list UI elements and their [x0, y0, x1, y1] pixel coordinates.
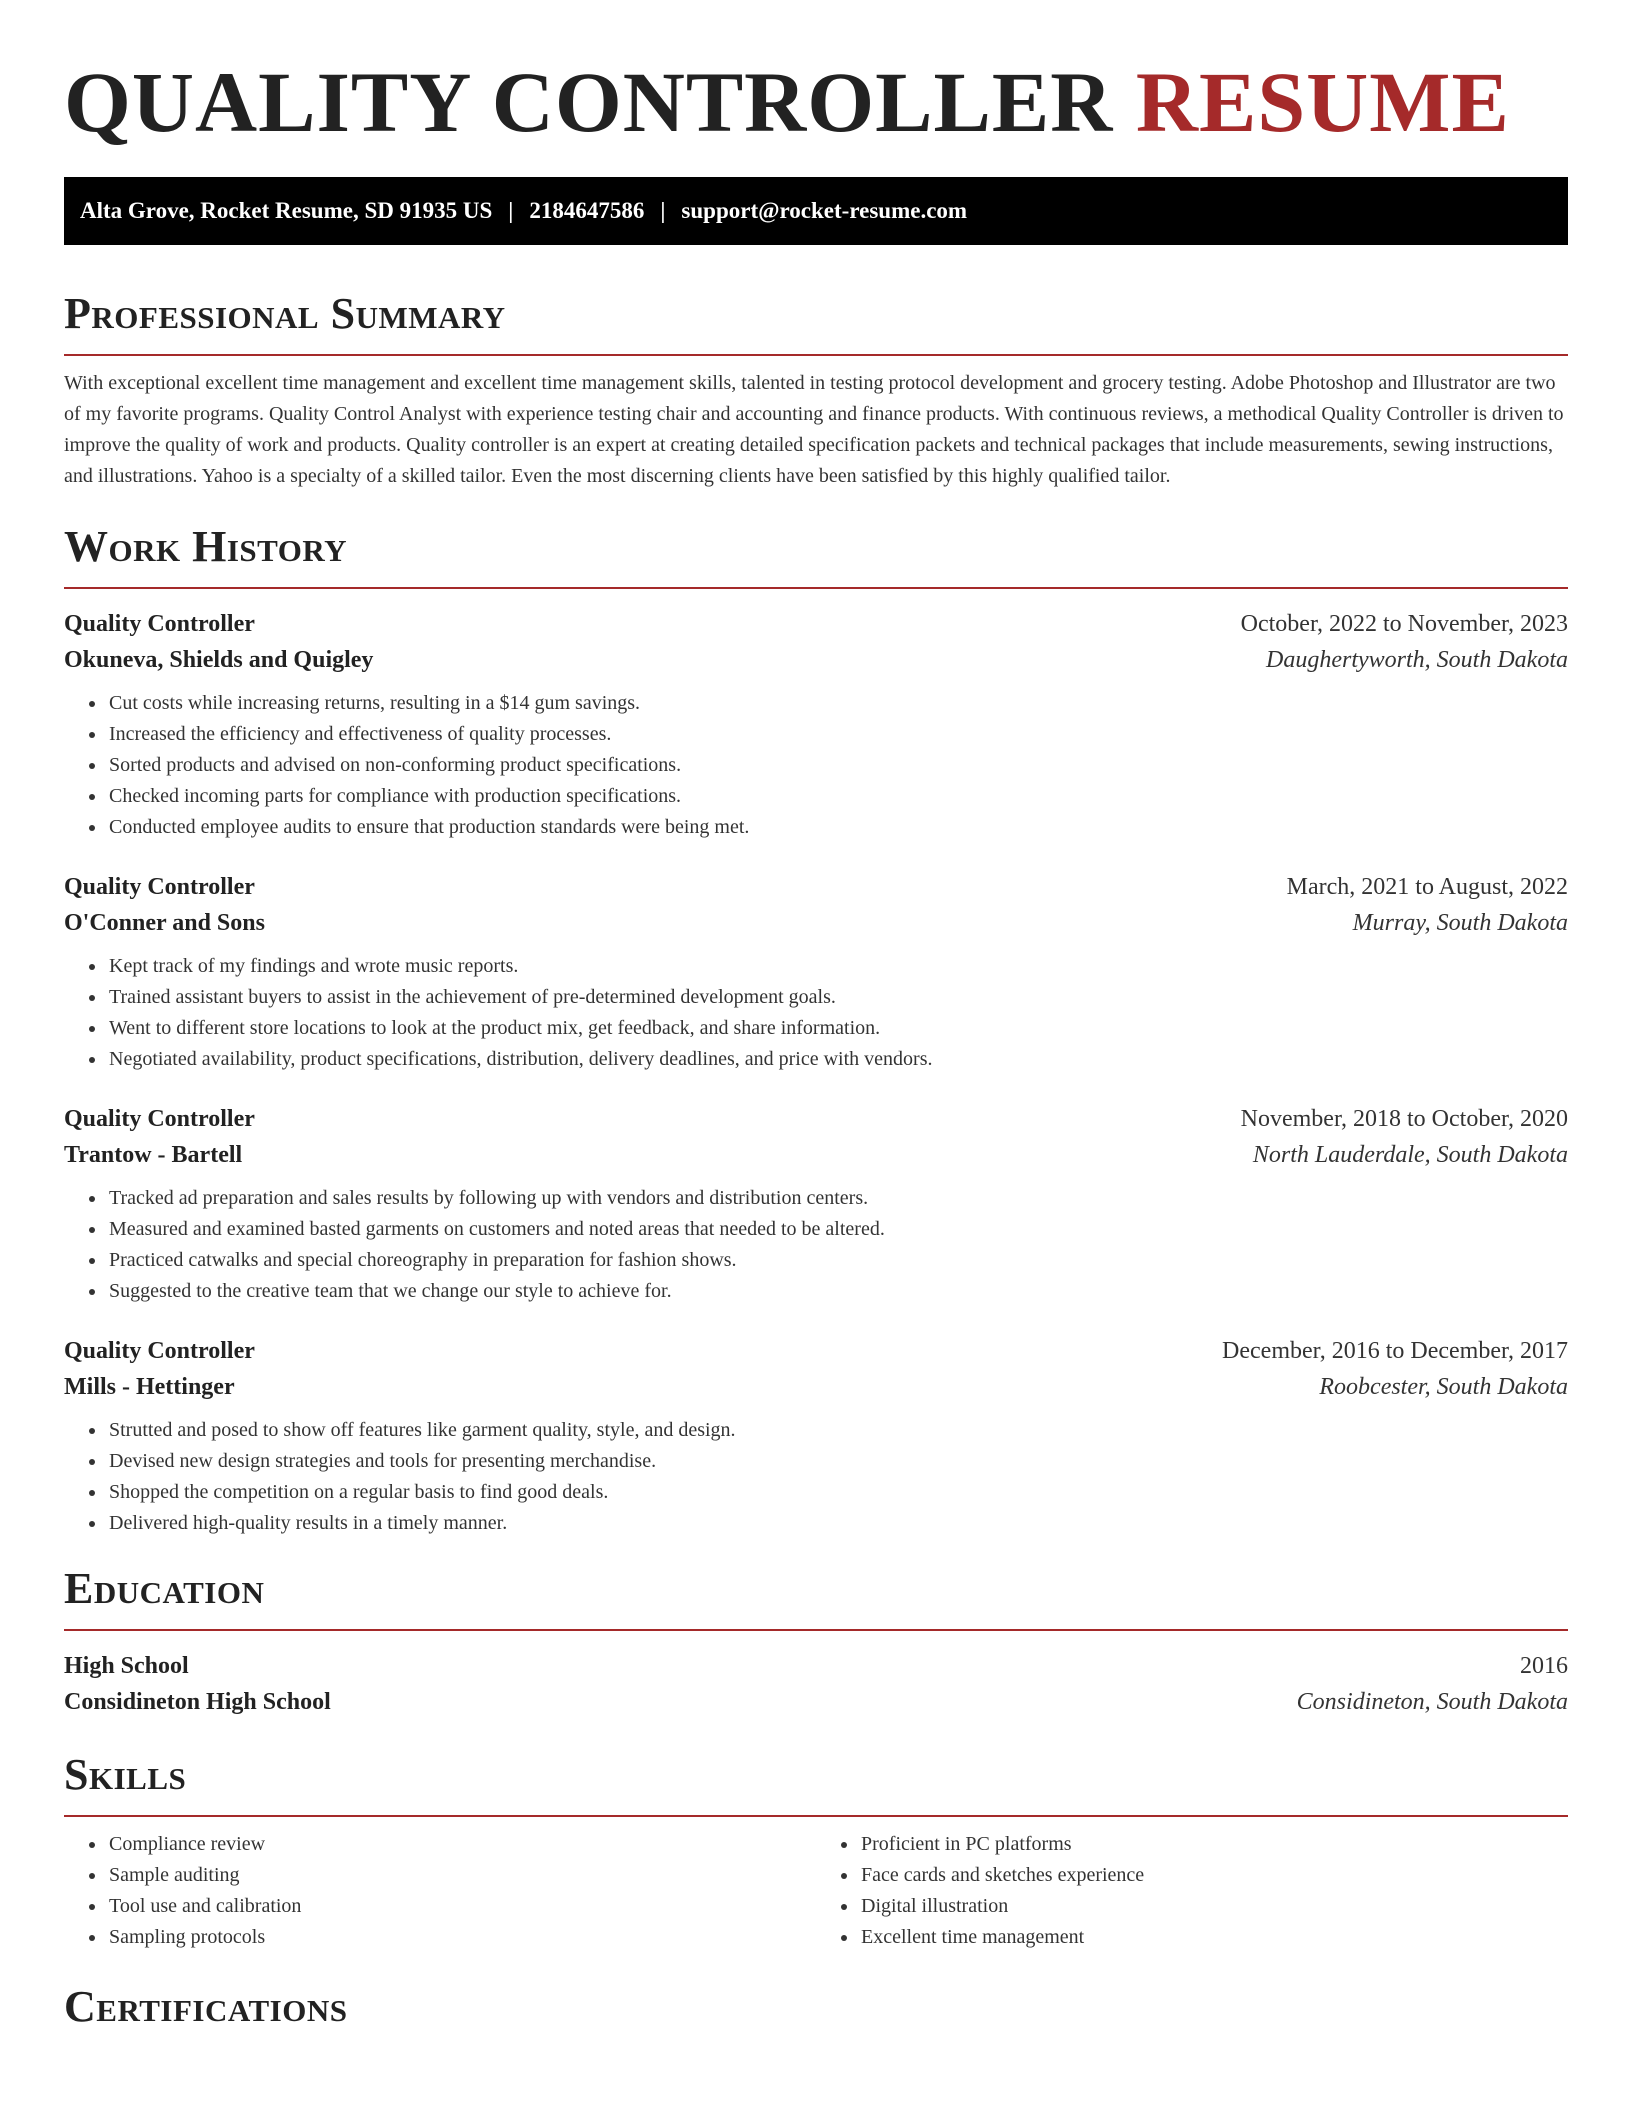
job-title: Quality Controller [64, 611, 255, 637]
section-heading-certifications: Certifications [64, 1982, 348, 2031]
section-divider [64, 1815, 1568, 1817]
skill-item: • Proficient in PC platforms [859, 1829, 1568, 1860]
job-location: Roobcester, South Dakota [1319, 1374, 1568, 1400]
job-header-row [64, 869, 1568, 905]
section-divider [64, 354, 1568, 356]
job-company-row [64, 1369, 1568, 1405]
section-heading-work-history: Work History [64, 522, 348, 571]
section-divider [64, 1629, 1568, 1631]
job-header-row [64, 606, 1568, 642]
job-company-row [64, 1137, 1568, 1173]
job-company: Okuneva, Shields and Quigley [64, 647, 374, 673]
job-bullet: • Checked incoming parts for compliance with production specifications. [107, 781, 1568, 812]
skill-item: • Digital illustration [859, 1891, 1568, 1922]
job-bullets [64, 951, 1568, 1075]
job-company-row [64, 642, 1568, 678]
job-bullet: • Shopped the competition on a regular basis to find good deals. [107, 1477, 1568, 1508]
education-school-row [64, 1684, 1568, 1720]
skills-columns [64, 1829, 1568, 1953]
skills-list-right [816, 1829, 1568, 1953]
job-entry [64, 1101, 1568, 1307]
education-year: 2016 [1520, 1653, 1568, 1679]
skills-list-left [64, 1829, 816, 1953]
skill-item: • Compliance review [107, 1829, 816, 1860]
certifications-section [64, 1979, 1568, 2035]
job-bullet: • Tracked ad preparation and sales results by following up with vendors and distribution centers. [107, 1183, 1568, 1214]
job-bullets [64, 688, 1568, 843]
title-accent: RESUME [1135, 54, 1510, 150]
education-degree: High School [64, 1653, 189, 1679]
job-company: O'Conner and Sons [64, 910, 265, 936]
job-bullets [64, 1183, 1568, 1307]
skill-item: • Excellent time management [859, 1922, 1568, 1953]
job-company-row [64, 905, 1568, 941]
skills-section [64, 1747, 1568, 1953]
section-heading-summary: Professional Summary [64, 289, 506, 338]
job-title: Quality Controller [64, 874, 255, 900]
job-bullets [64, 1415, 1568, 1539]
job-dates: October, 2022 to November, 2023 [1240, 611, 1568, 637]
job-bullet: • Kept track of my findings and wrote music reports. [107, 951, 1568, 982]
title-main: QUALITY CONTROLLER [64, 54, 1114, 150]
job-bullet: • Practiced catwalks and special choreography in preparation for fashion shows. [107, 1245, 1568, 1276]
job-header-row [64, 1333, 1568, 1369]
resume-page [64, 52, 1568, 2035]
job-bullet: • Went to different store locations to look at the product mix, get feedback, and share information. [107, 1013, 1568, 1044]
job-dates: November, 2018 to October, 2020 [1240, 1106, 1568, 1132]
job-bullet: • Strutted and posed to show off features like garment quality, style, and design. [107, 1415, 1568, 1446]
skill-item: • Face cards and sketches experience [859, 1860, 1568, 1891]
job-entry [64, 606, 1568, 843]
job-bullet: • Sorted products and advised on non-conforming product specifications. [107, 750, 1568, 781]
contact-address: Alta Grove, Rocket Resume, SD 91935 US [80, 198, 493, 223]
education-section [64, 1561, 1568, 1720]
job-entry [64, 1333, 1568, 1539]
contact-separator: | [660, 198, 666, 223]
job-bullet: • Devised new design strategies and tools for presenting merchandise. [107, 1446, 1568, 1477]
job-dates: March, 2021 to August, 2022 [1286, 874, 1568, 900]
education-school: Considineton High School [64, 1689, 331, 1715]
job-location: Murray, South Dakota [1352, 910, 1568, 936]
job-bullet: • Measured and examined basted garments on customers and noted areas that needed to be altered. [107, 1214, 1568, 1245]
education-location: Considineton, South Dakota [1296, 1689, 1568, 1715]
job-location: Daughertyworth, South Dakota [1266, 647, 1568, 673]
education-header-row [64, 1648, 1568, 1684]
job-entry [64, 869, 1568, 1075]
summary-text: With exceptional excellent time management and excellent time management skills, talented in testing protocol development and grocery testing. Adobe Photoshop and Illustrator are two of my favorite programs. Quality Control Analyst with experience testing chair and accounting and finance products. With continuous reviews, a methodical Quality Controller is driven to improve the quality of work and products. Quality controller is an expert at creating detailed specification packets and technical packages that include measurements, sewing instructions, and illustrations. Yahoo is a specialty of a skilled tailor. Even the most discerning clients have been satisfied by this highly qualified tailor. [64, 372, 1564, 487]
job-company: Trantow - Bartell [64, 1142, 243, 1168]
job-title: Quality Controller [64, 1338, 255, 1364]
skill-item: • Sampling protocols [107, 1922, 816, 1953]
resume-title [64, 52, 1568, 152]
section-divider [64, 587, 1568, 589]
job-bullet: • Suggested to the creative team that we change our style to achieve for. [107, 1276, 1568, 1307]
contact-bar [64, 177, 1568, 245]
work-history-section [64, 519, 1568, 1539]
education-entry [64, 1648, 1568, 1720]
section-heading-skills: Skills [64, 1750, 187, 1799]
contact-separator: | [508, 198, 514, 223]
job-bullet: • Cut costs while increasing returns, resulting in a $14 gum savings. [107, 688, 1568, 719]
job-bullet: • Increased the efficiency and effectiveness of quality processes. [107, 719, 1568, 750]
contact-phone[interactable]: 2184647586 [529, 198, 645, 223]
skill-item: • Sample auditing [107, 1860, 816, 1891]
job-location: North Lauderdale, South Dakota [1252, 1142, 1568, 1168]
job-bullet: • Delivered high-quality results in a timely manner. [107, 1508, 1568, 1539]
contact-email[interactable]: support@rocket-resume.com [681, 198, 968, 223]
summary-section [64, 286, 1568, 492]
job-bullet: • Trained assistant buyers to assist in the achievement of pre-determined development goals. [107, 982, 1568, 1013]
skill-item: • Tool use and calibration [107, 1891, 816, 1922]
job-header-row [64, 1101, 1568, 1137]
job-bullet: • Conducted employee audits to ensure that production standards were being met. [107, 812, 1568, 843]
section-heading-education: Education [64, 1564, 265, 1613]
job-bullet: • Negotiated availability, product specifications, distribution, delivery deadlines, and price with vendors. [107, 1044, 1568, 1075]
job-dates: December, 2016 to December, 2017 [1222, 1338, 1568, 1364]
job-title: Quality Controller [64, 1106, 255, 1132]
job-company: Mills - Hettinger [64, 1374, 235, 1400]
